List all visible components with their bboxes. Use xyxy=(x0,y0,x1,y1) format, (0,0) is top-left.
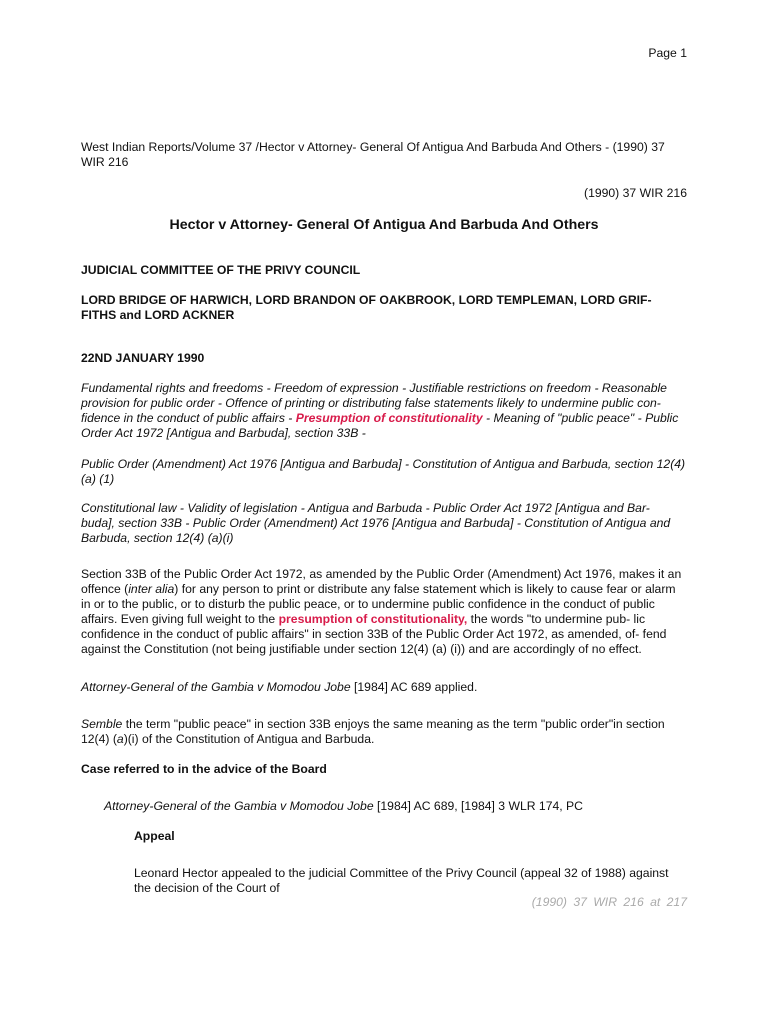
page-number: Page 1 xyxy=(648,46,687,60)
cases-referred-heading: Case referred to in the advice of the Board xyxy=(81,762,327,776)
presumption-highlight[interactable]: Presumption of constitutionality xyxy=(295,411,483,425)
appeal-text: Leonard Hector appealed to the judicial Committee of the Privy Council (appeal 32 of 1988) against the decision of the Court of xyxy=(134,866,669,895)
held-text-b: ) for any person to print or distribute any false statement which is likely to cause fear or alarm in or to the public, or to disturb the public peace, or to undermine public confidence in the conduct of public affairs. Even giving full weight to the xyxy=(81,582,676,626)
judges-list: LORD BRIDGE OF HARWICH, LORD BRANDON OF OAKBROOK, LORD TEMPLEMAN, LORD GRIF- FITHS and LORD ACKNER xyxy=(81,293,652,322)
source-line: West Indian Reports/Volume 37 /Hector v Attorney- General Of Antigua And Barbuda And Others - (1990) 37 WIR 216 xyxy=(81,140,665,169)
judgment-date: 22ND JANUARY 1990 xyxy=(81,351,205,365)
semble-paragraph xyxy=(81,717,687,747)
court-name: JUDICIAL COMMITTEE OF THE PRIVY COUNCIL xyxy=(81,263,361,277)
catchwords-3: Constitutional law - Validity of legislation - Antigua and Barbuda - Public Order Act 1972 [Antigua and Bar- buda], section 33B - Public Order (Amendment) Act 1976 [Antigua and Barbuda] - Constitution of Antigua and Barbuda, section 12(4) (a)(i) xyxy=(81,501,671,545)
applied-case-line xyxy=(81,680,687,695)
catchwords-1-tail: - Meaning of "public peace" - Public Order Act 1972 [Antigua and Barbuda], section 33B - xyxy=(81,411,679,440)
citation: (1990) 37 WIR 216 xyxy=(584,186,687,200)
catchwords-1-text: Fundamental rights and freedoms - Freedom of expression - Justifiable restrictions on freedom - Reasonable provision for public order - Offence of printing or distributing false statements likely to undermine public con- fidence in the conduct of public affairs - xyxy=(81,381,667,425)
held-inter-alia: inter alia xyxy=(128,582,175,596)
held-text-c: the words "to undermine pub- lic confidence in the conduct of public affairs" in section 33B of the Public Order Act 1972, as amended, of- fend against the Constitution (not being justifiable under section 12(4) (a) (i)) and are accordingly of no effect. xyxy=(81,612,667,656)
page-marker: (1990) 37 WIR 216 at 217 xyxy=(531,895,687,909)
applied-case-rest: [1984] AC 689 applied. xyxy=(350,680,478,694)
appeal-heading: Appeal xyxy=(134,829,175,843)
semble-text-a: the term "public peace" in section 33B enjoys the same meaning as the term "public order"in section 12(4) ( xyxy=(81,717,665,746)
semble-word: Semble xyxy=(81,717,123,731)
case-title: Hector v Attorney- General Of Antigua And Barbuda And Others xyxy=(169,217,599,233)
catchwords-2: Public Order (Amendment) Act 1976 [Antigua and Barbuda] - Constitution of Antigua and Barbuda, section 12(4) (a) (1) xyxy=(81,457,686,486)
catchwords-1 xyxy=(81,381,687,441)
case-reference-name: Attorney-General of the Gambia v Momodou Jobe xyxy=(104,799,374,813)
case-reference xyxy=(104,799,583,814)
held-text-a: Section 33B of the Public Order Act 1972, as amended by the Public Order (Amendment) Act 1976, makes it an offence ( xyxy=(81,567,682,596)
held-paragraph xyxy=(81,567,687,657)
held-presumption-highlight[interactable]: presumption of constitutionality, xyxy=(278,612,468,626)
semble-text-b: )(i) of the Constitution of Antigua and Barbuda. xyxy=(123,732,375,746)
case-reference-citation: [1984] AC 689, [1984] 3 WLR 174, PC xyxy=(373,799,583,813)
semble-a-italic: a xyxy=(116,732,124,746)
applied-case-name: Attorney-General of the Gambia v Momodou Jobe xyxy=(81,680,351,694)
